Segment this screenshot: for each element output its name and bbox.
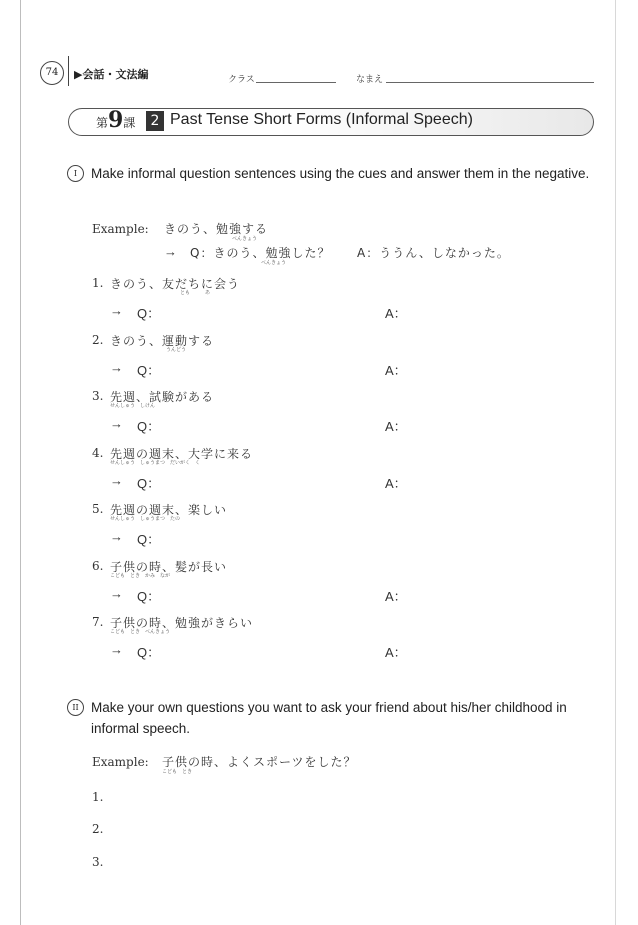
item-2-arrow: → (110, 360, 123, 375)
part2-instruction: Make your own questions you want to ask your friend about his/her childhood in informal speech. (91, 700, 567, 736)
item-3-number: 3. (92, 389, 104, 403)
part2-item-1-number: 1. (92, 790, 104, 804)
exercise-badge: 2 (146, 111, 164, 131)
lesson-prefix: 第 (96, 116, 109, 130)
part1-numeral: I (67, 165, 84, 182)
item-4-arrow: → (110, 473, 123, 488)
item-3-cue: 先週、試験がある (110, 390, 215, 404)
item-6-furigana: こども とき かみ なが (110, 573, 171, 579)
lesson-number-digit: 9 (108, 107, 124, 133)
item-4-question[interactable]: Q： (137, 476, 161, 491)
part1-example-cue-furigana: べんきょう (232, 236, 258, 242)
name-field-line[interactable] (386, 82, 594, 83)
item-5-number: 5. (92, 502, 104, 516)
part2-item-2-number: 2. (92, 822, 104, 836)
part2-example-furigana: こども とき (162, 769, 193, 775)
page-edge-right (615, 0, 616, 925)
item-2-number: 2. (92, 333, 104, 347)
part2-example-label: Example: (92, 755, 149, 769)
header-divider (68, 56, 69, 86)
page-edge-left (20, 0, 21, 925)
lesson-title: Past Tense Short Forms (Informal Speech) (170, 111, 473, 128)
lesson-suffix: 課 (123, 116, 136, 130)
item-7-number: 7. (92, 615, 104, 629)
item-5-arrow: → (110, 529, 123, 544)
class-field-line[interactable] (256, 82, 336, 83)
item-1-number: 1. (92, 276, 104, 290)
item-6-cue: 子供の時、髪が長い (110, 560, 228, 574)
part1-instruction: Make informal question sentences using the cues and answer them in the negative. (91, 166, 590, 181)
part2-item-3-number: 3. (92, 855, 104, 869)
item-3-answer[interactable]: A： (385, 419, 407, 434)
item-3-furigana: せんしゅう しけん (110, 403, 156, 409)
item-1-arrow: → (110, 303, 123, 318)
item-7-answer[interactable]: A： (385, 645, 407, 660)
item-5-question[interactable]: Q： (137, 532, 161, 547)
section-label: ▶会話・文法編 (74, 68, 149, 81)
part1-example-arrow: → (164, 244, 177, 259)
item-4-number: 4. (92, 446, 104, 460)
item-3-question[interactable]: Q： (137, 419, 161, 434)
item-7-furigana: こども とき べんきょう (110, 629, 171, 635)
item-7-arrow: → (110, 642, 123, 657)
item-2-question[interactable]: Q： (137, 363, 161, 378)
item-5-cue: 先週の週末、楽しい (110, 503, 228, 517)
page-number: 74 (40, 61, 64, 85)
item-4-cue: 先週の週末、大学に来る (110, 447, 254, 461)
item-1-answer[interactable]: A： (385, 306, 407, 321)
part1-example-cue: きのう、勉強する (164, 222, 269, 236)
item-1-cue: きのう、友だちに会う (110, 277, 241, 291)
part1-example-q-furigana: べんきょう (261, 260, 287, 266)
item-4-furigana: せんしゅう しゅうまつ だいがく く (110, 460, 201, 466)
part2-example-text: 子供の時、よくスポーツをした？ (162, 755, 357, 769)
item-4-answer[interactable]: A： (385, 476, 407, 491)
part1-example-question: Q：きのう、勉強した？ (190, 246, 331, 260)
part1-example-label: Example: (92, 222, 149, 236)
name-label: なまえ (356, 75, 384, 85)
item-6-number: 6. (92, 559, 104, 573)
part1-example-answer: A：ううん、しなかった。 (357, 246, 510, 260)
item-2-answer[interactable]: A： (385, 363, 407, 378)
item-3-arrow: → (110, 416, 123, 431)
item-6-question[interactable]: Q： (137, 589, 161, 604)
item-6-arrow: → (110, 586, 123, 601)
item-6-answer[interactable]: A： (385, 589, 407, 604)
item-5-furigana: せんしゅう しゅうまつ たの (110, 516, 181, 522)
item-1-furigana: とも あ (180, 290, 211, 296)
part2-numeral: II (67, 699, 84, 716)
item-7-cue: 子供の時、勉強がきらい (110, 616, 254, 630)
item-7-question[interactable]: Q： (137, 645, 161, 660)
lesson-number (96, 107, 136, 133)
item-2-furigana: うんどう (166, 347, 187, 353)
class-label: クラス (228, 75, 255, 85)
item-2-cue: きのう、運動する (110, 334, 215, 348)
item-1-question[interactable]: Q： (137, 306, 161, 321)
